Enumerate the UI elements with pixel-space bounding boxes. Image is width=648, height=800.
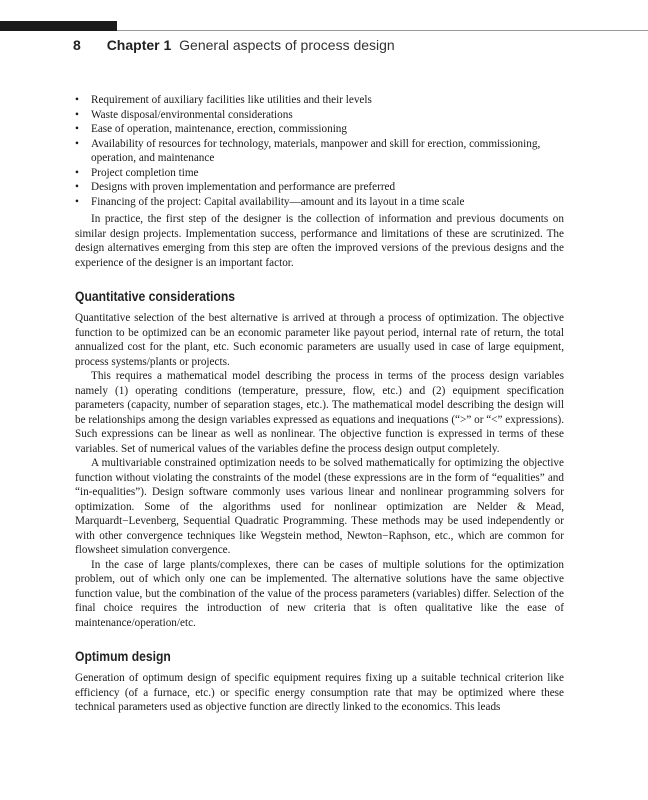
page-number: 8 bbox=[73, 37, 81, 53]
paragraph: In the case of large plants/complexes, there can be cases of multiple solutions for the optimization problem, out of which only one can be implemented. The alternative solutions have the same objective function value, but the combination of the value of the process parameters (variables) differ. Selection of the final choice requires the introduction of new criteria that is often qualitative like the ease of maintenance/operation/etc. bbox=[75, 558, 564, 629]
chapter-title: General aspects of process design bbox=[179, 37, 395, 53]
running-head bbox=[73, 37, 395, 53]
bullet-list bbox=[75, 93, 564, 209]
bullet-item: • Ease of operation, maintenance, erection, commissioning bbox=[75, 122, 564, 137]
bullet-item: • Financing of the project: Capital availability—amount and its layout in a time scale bbox=[75, 195, 564, 210]
bullet-item: • Project completion time bbox=[75, 166, 564, 181]
page-body bbox=[75, 93, 564, 715]
section-heading-quantitative: Quantitative considerations bbox=[75, 289, 236, 304]
bullet-item: • Requirement of auxiliary facilities like utilities and their levels bbox=[75, 93, 564, 108]
paragraph: This requires a mathematical model describing the process in terms of the process design variables namely (1) operating conditions (temperature, pressure, flow, etc.) and (2) equipment specification parameters (capacity, number of separation stages, etc.). The mathematical model describing the design will be relationships among the design variables expressed as equations and inequations (“>” or “<” expressions). Such expressions can be linear as well as nonlinear. The objective function is expressed in terms of these variables. Set of numerical values of the variables define the process design output completely. bbox=[75, 370, 564, 455]
bullet-item: • Waste disposal/environmental considerations bbox=[75, 108, 564, 123]
bullet-item: • Designs with proven implementation and performance are preferred bbox=[75, 180, 564, 195]
paragraph: Quantitative selection of the best alternative is arrived at through a process of optimization. The objective function to be optimized can be an economic parameter like payout period, internal rate of return, the total annualized cost for the plant, etc. Such economic parameters are usually used in case of large equipment, process systems/plants or projects. bbox=[75, 312, 564, 368]
header-bar bbox=[0, 21, 117, 31]
section-heading-optimum: Optimum design bbox=[75, 649, 171, 664]
bullet-item: • Availability of resources for technology, materials, manpower and skill for erection, commissioning, operation, and maintenance bbox=[75, 137, 564, 166]
chapter-label: Chapter 1 bbox=[106, 37, 172, 53]
paragraph: A multivariable constrained optimization needs to be solved mathematically for optimizing the objective function without violating the constraints of the model (these expressions are in the form of “equalities” and “in-equalities”). Design software commonly uses various linear and nonlinear programming solvers for optimization. Some of the algorithms used for nonlinear optimization are Nelder & Mead, Marquardt−Levenberg, Sequential Quadratic Programming. These methods may be used independently or with other convergence techniques like Wegstein method, Newton−Raphson, etc., which are common for flowsheet simulation convergence. bbox=[75, 457, 564, 556]
paragraph: Generation of optimum design of specific equipment requires fixing up a suitable technical criterion like efficiency (of a furnace, etc.) or specific energy consumption rate that may be optimized where these technical parameters used as objective function are directly linked to the economics. This leads bbox=[75, 672, 564, 713]
header-rule bbox=[117, 30, 648, 31]
intro-paragraph: In practice, the first step of the designer is the collection of information and previous documents on similar design projects. Implementation success, performance and limitations of these are scrutinized. The design alternatives emerging from this step are often the improved versions of the previous designs and the experience of the designer is an important factor. bbox=[75, 213, 564, 269]
